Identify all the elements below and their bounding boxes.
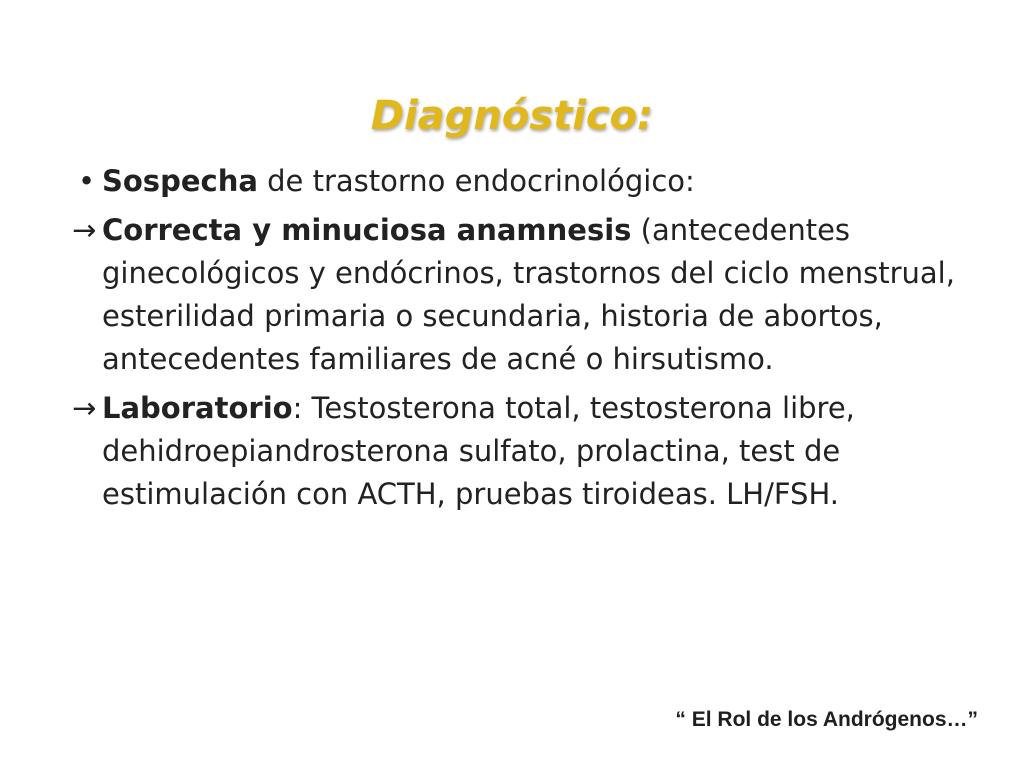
slide-footer: “ El Rol de los Andrógenos…” bbox=[675, 708, 978, 731]
bullet-bold-text: Laboratorio bbox=[102, 391, 293, 425]
arrow-item-laboratorio bbox=[72, 387, 962, 516]
bullet-bold-text: Correcta y minuciosa anamnesis bbox=[102, 213, 632, 247]
slide-title: Diagnóstico: bbox=[370, 93, 654, 139]
arrow-right-icon: → bbox=[72, 213, 97, 247]
slide-body bbox=[72, 160, 962, 522]
bullet-text: de trastorno endocrinológico: bbox=[257, 164, 695, 198]
bullet-text: : Testosterona total, testosterona libre, dehidroepiandrosterona sulfato, prolactina, test de estimulación con ACTH, pruebas tiroideas. LH/FSH. bbox=[102, 391, 855, 511]
bullet-bold-text: Sospecha bbox=[102, 164, 258, 198]
arrow-right-icon: → bbox=[72, 391, 97, 425]
bullet-text: (antecedentes ginecológicos y endócrinos, trastornos del ciclo menstrual, esterilidad primaria o secundaria, historia de abortos, antecedentes familiares de acné o hirsutismo. bbox=[102, 213, 955, 376]
arrow-item-anamnesis bbox=[72, 209, 962, 381]
bullet-item-sospecha bbox=[72, 160, 962, 203]
bullet-icon: • bbox=[78, 164, 96, 198]
